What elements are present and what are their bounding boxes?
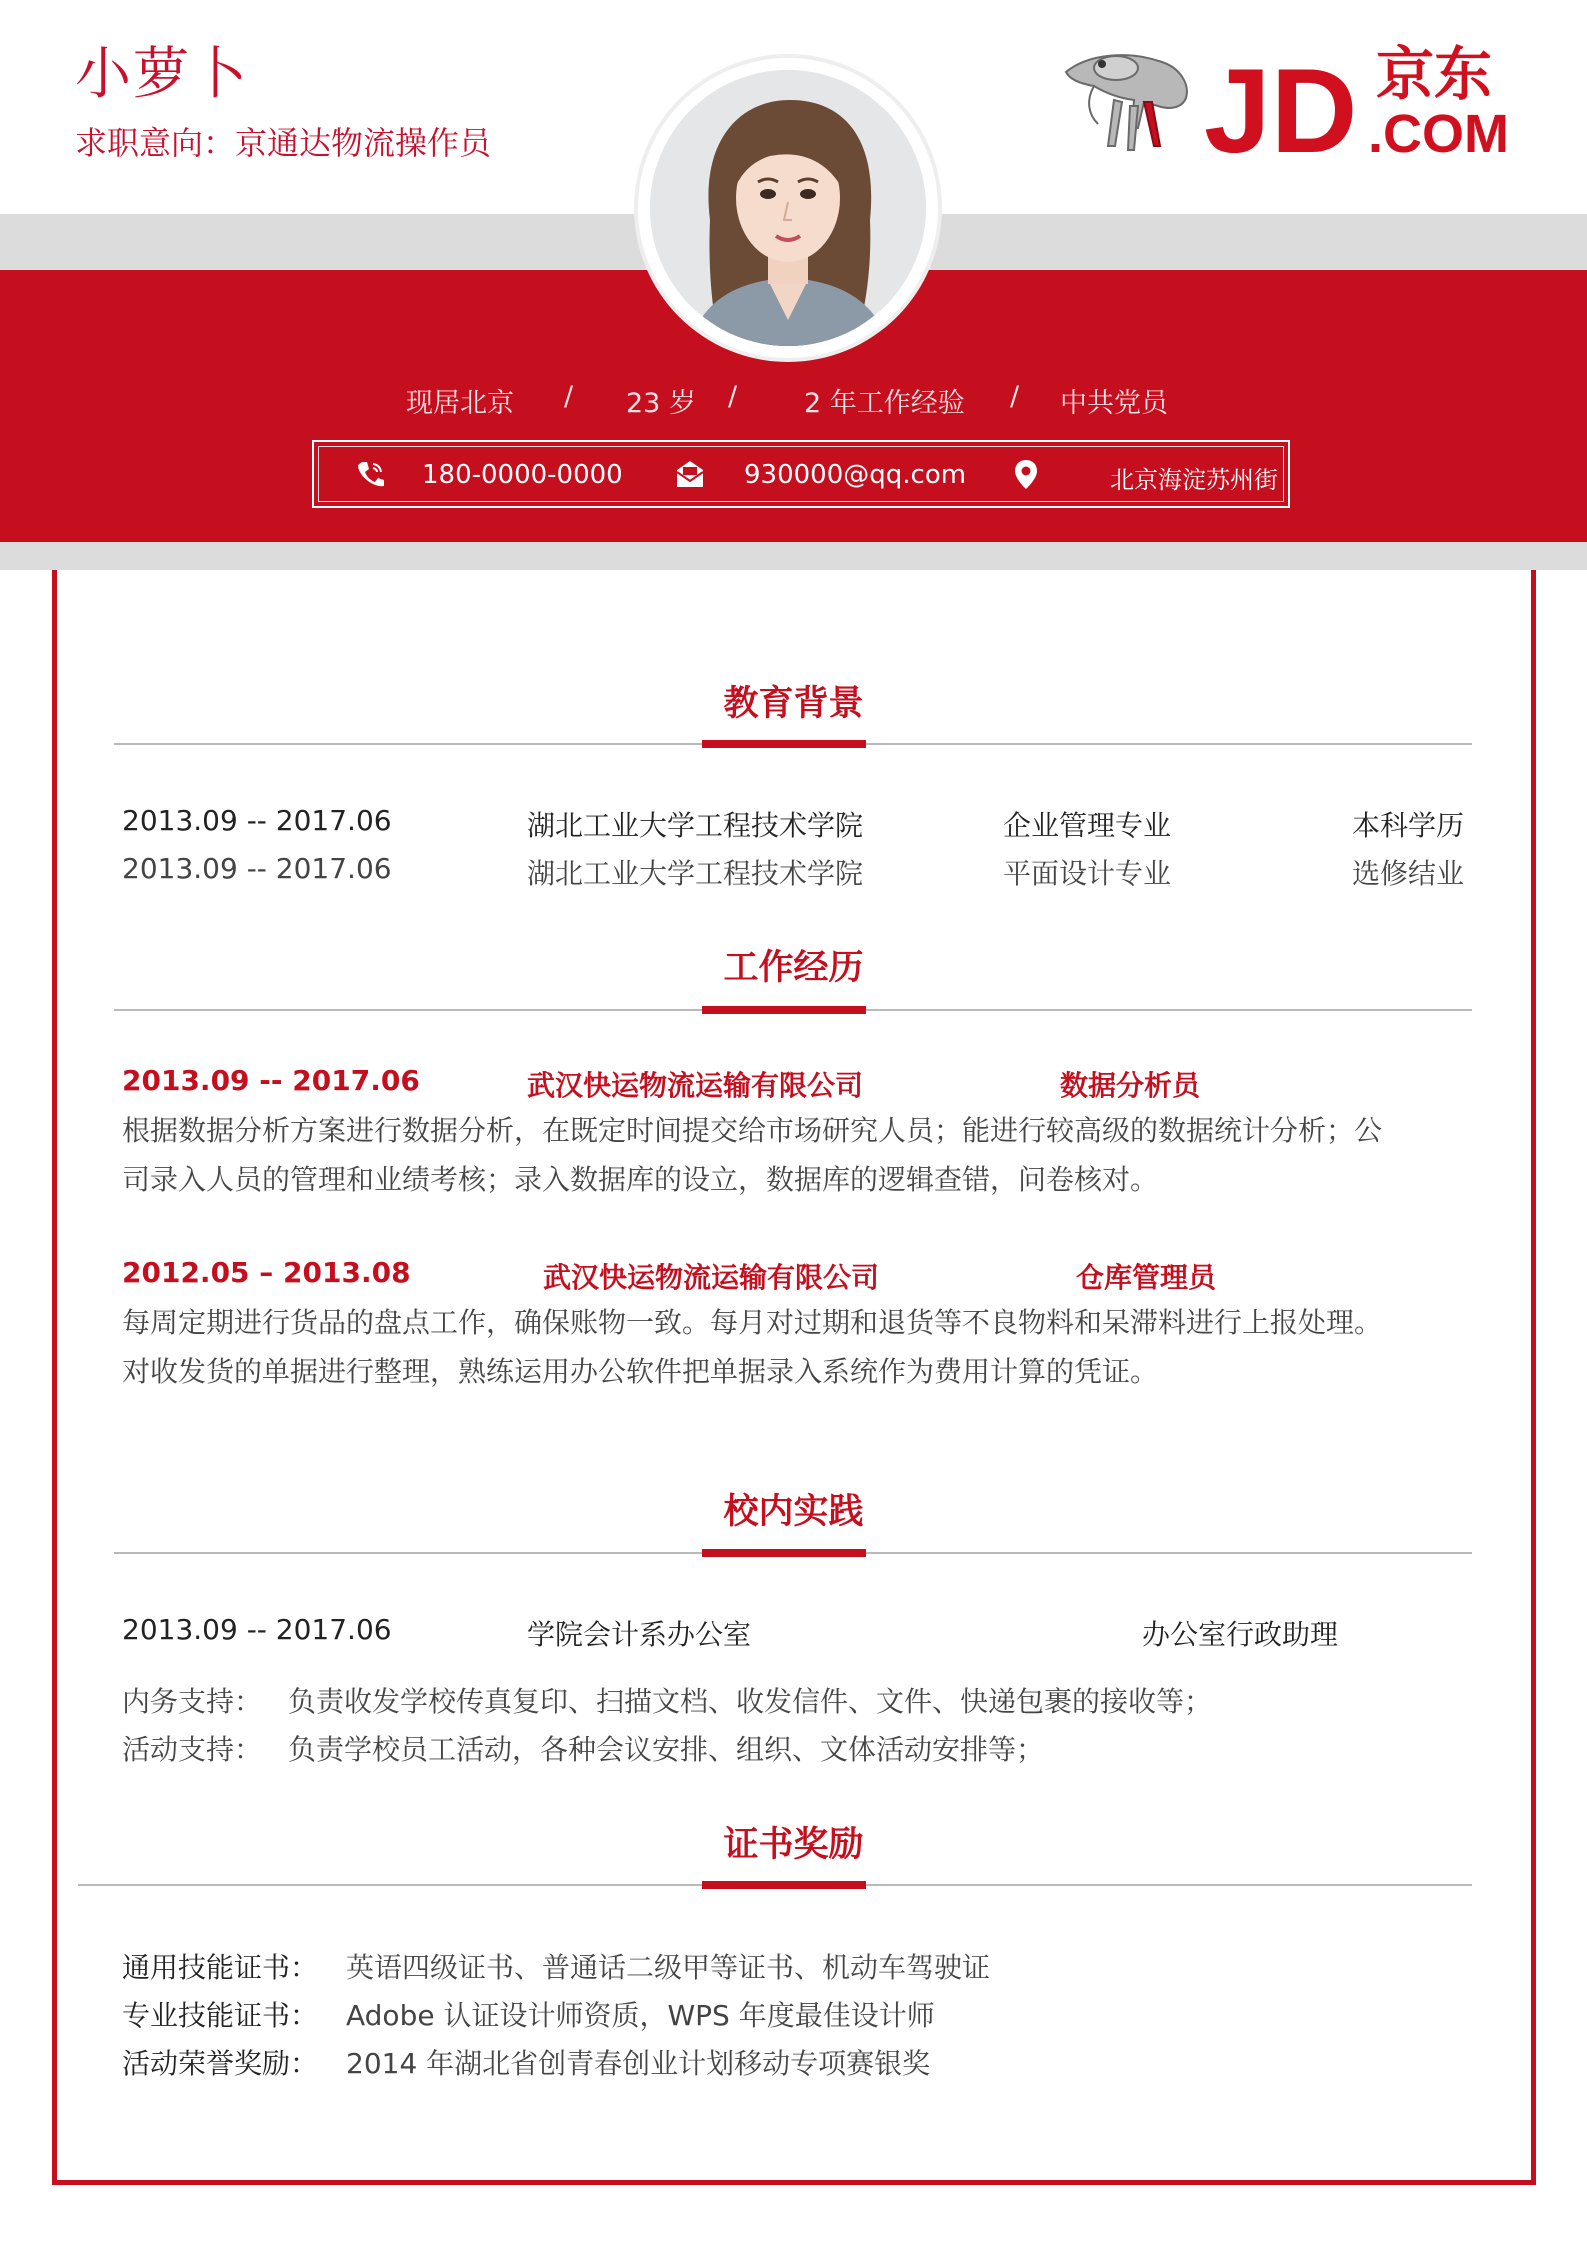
info-residence: 现居北京	[406, 388, 514, 419]
campus-period: 2013.09 -- 2017.06	[122, 1613, 392, 1646]
job-intent-label: 求职意向：	[75, 124, 236, 162]
contact-address: 北京海淀苏州街	[1110, 466, 1278, 494]
basic-info-row	[0, 381, 1587, 421]
section-title-work: 工作经历	[723, 948, 864, 988]
award-text: 英语四级证书、普通话二级甲等证书、机动车驾驶证	[346, 1951, 991, 1984]
edu-major: 企业管理专业	[1003, 809, 1172, 842]
jd-logo	[1058, 28, 1518, 168]
campus-item-label: 内务支持：	[122, 1685, 263, 1718]
work-company: 武汉快运物流运输有限公司	[543, 1261, 880, 1294]
section-title-education: 教育背景	[723, 684, 864, 724]
info-age: 23 岁	[626, 388, 696, 419]
work-description-line: 司录入人员的管理和业绩考核；录入数据库的设立，数据库的逻辑查错，问卷核对。	[122, 1163, 1159, 1196]
location-icon	[1010, 458, 1042, 490]
work-period: 2012.05 – 2013.08	[122, 1256, 411, 1289]
job-intent	[75, 118, 491, 164]
campus-role: 办公室行政助理	[1142, 1618, 1339, 1651]
edu-school: 湖北工业大学工程技术学院	[527, 857, 864, 890]
info-party: 中共党员	[1060, 388, 1168, 419]
svg-text:JD: JD	[1204, 44, 1358, 168]
jd-mascot-icon	[1058, 28, 1518, 168]
work-company: 武汉快运物流运输有限公司	[527, 1069, 864, 1102]
photo-ring	[638, 58, 938, 358]
edu-major: 平面设计专业	[1003, 857, 1172, 890]
info-separator: /	[1010, 381, 1020, 412]
phone-icon	[354, 458, 386, 490]
award-label: 活动荣誉奖励：	[122, 2047, 319, 2080]
work-description	[122, 1106, 1382, 1204]
job-intent-value: 京通达物流操作员	[235, 124, 492, 162]
svg-text:.COM: .COM	[1368, 104, 1509, 164]
svg-text:京东: 京东	[1376, 40, 1493, 108]
award-label: 专业技能证书：	[122, 1999, 319, 2032]
work-period: 2013.09 -- 2017.06	[122, 1064, 420, 1097]
edu-degree: 本科学历	[1352, 809, 1465, 842]
work-description	[122, 1298, 1382, 1396]
contact-email: 930000@qq.com	[744, 460, 967, 490]
section-title-campus: 校内实践	[723, 1492, 864, 1532]
candidate-name: 小萝卜	[75, 42, 249, 107]
edu-period: 2013.09 -- 2017.06	[122, 804, 392, 837]
campus-item-text: 负责收发学校传真复印、扫描文档、收发信件、文件、快递包裹的接收等；	[288, 1685, 1213, 1718]
edu-degree: 选修结业	[1352, 857, 1465, 890]
work-description-line: 对收发货的单据进行整理，熟练运用办公软件把单据录入系统作为费用计算的凭证。	[122, 1355, 1159, 1388]
gray-band-bottom	[0, 542, 1587, 570]
award-text: 2014 年湖北省创青春创业计划移动专项赛银奖	[346, 2047, 931, 2080]
award-label: 通用技能证书：	[122, 1951, 319, 1984]
contact-box	[312, 440, 1290, 508]
section-underline	[702, 1006, 866, 1014]
edu-school: 湖北工业大学工程技术学院	[527, 809, 864, 842]
campus-org: 学院会计系办公室	[527, 1618, 752, 1651]
work-description-line: 根据数据分析方案进行数据分析，在既定时间提交给市场研究人员；能进行较高级的数据统计分析；公	[122, 1114, 1383, 1147]
campus-item-text: 负责学校员工活动，各种会议安排、组织、文体活动安排等；	[288, 1733, 1045, 1766]
work-role: 仓库管理员	[1076, 1261, 1217, 1294]
contact-phone: 180-0000-0000	[422, 460, 623, 490]
section-underline	[702, 1549, 866, 1557]
award-text: Adobe 认证设计师资质，WPS 年度最佳设计师	[346, 1999, 935, 2032]
section-underline	[702, 1881, 866, 1889]
profile-photo	[650, 70, 926, 346]
info-separator: /	[728, 381, 738, 412]
work-role: 数据分析员	[1060, 1069, 1201, 1102]
edu-period: 2013.09 -- 2017.06	[122, 852, 392, 885]
info-experience: 2 年工作经验	[804, 388, 965, 419]
section-title-awards: 证书奖励	[723, 1825, 864, 1865]
work-description-line: 每周定期进行货品的盘点工作，确保账物一致。每月对过期和退货等不良物料和呆滞料进行上报处理。	[122, 1306, 1383, 1339]
section-underline	[702, 740, 866, 748]
email-icon	[674, 458, 706, 490]
info-separator: /	[564, 381, 574, 412]
campus-item-label: 活动支持：	[122, 1733, 263, 1766]
